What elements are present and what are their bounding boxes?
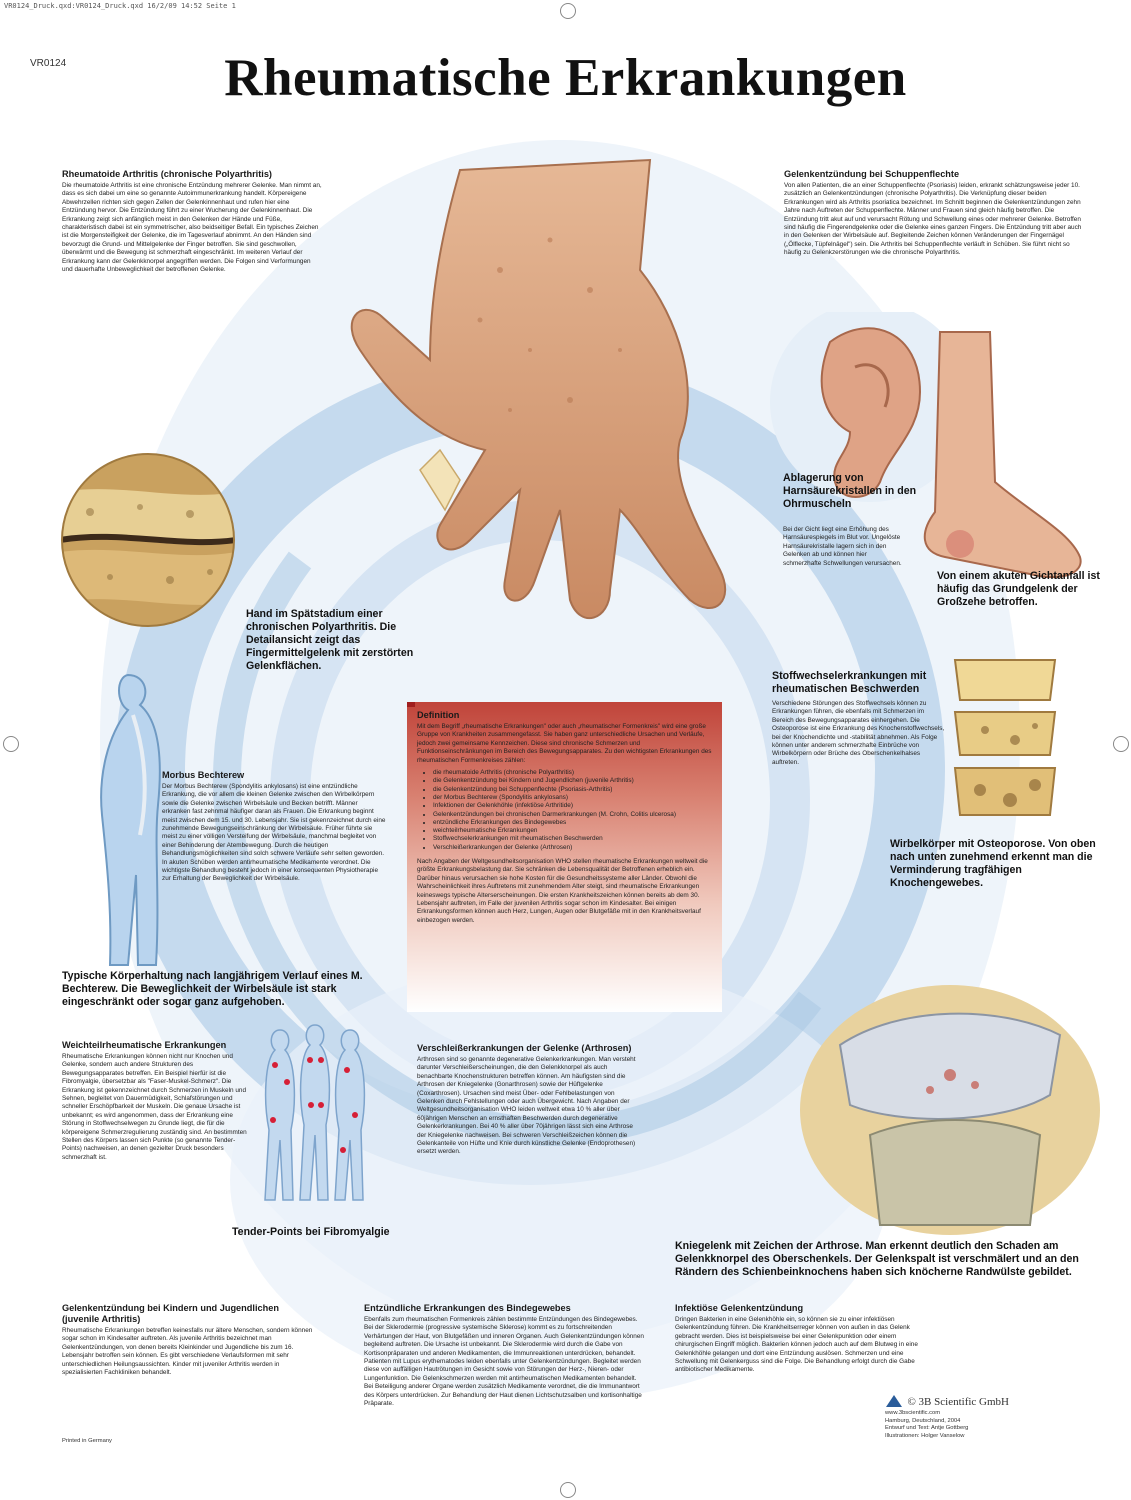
3b-logo-icon xyxy=(885,1394,903,1408)
section-body: Arthrosen sind so genannte degenerative Gelenkerkrankungen. Man versteht darunter Verschleißerscheinungen, die den Gelenkknorpel als auch benachbarte Knochenstrukturen betreffen können. Am häufigsten sind die Arthrosen der Kniegelenke (Gonarthrosen) sowie der Hüftgelenke (Coxarthrosen). Ursachen sind meist Über- oder Fehlbelastungen von Gelenken durch Fehlstellungen oder auch Übergewicht. Nach Angaben der Weltgesundheitsorganisation WHO leiden weltweit etwa 10 % aller über 60jährigen Menschen an ernsthaften Beschwerden durch degenerative Gelenkerkrankungen. Bei 40 % aller über 70jährigen lässt sich eine Arthrose der Kniegelenke nachweisen. Bei schweren Verschleißzeichen können die Gelenkanteile von Hüfte und Knie durch künstliche Gelenke (Endoprothesen) ersetzt werden. xyxy=(417,1056,636,1156)
list-item: • der Morbus Bechterew (Spondylitis ankylosans) xyxy=(433,794,712,802)
section-heading: Weichteilrheumatische Erkrankungen xyxy=(62,1040,227,1050)
footer-credits xyxy=(885,1410,1065,1440)
section-juvenile-arthritis xyxy=(62,1303,317,1377)
section-body: Der Morbus Bechterew (Spondylitis ankylosans) ist eine entzündliche Erkrankung, die vor allem die kleinen Gelenke zwischen den Wirbelkörpern sowie die Gelenke zwischen Wirbelsäule und Becken betrifft. Männer erkranken fast zehnmal häufiger daran als Frauen. Die Erkrankung beginnt meist zwischen dem 15. und 30. Lebensjahr. Sie ist gekennzeichnet durch eine zunehmende Bewegungseinschränkung der Wirbelsäule. Früher führte sie meist zu einer völligen Versteifung der Wirbelsäule, manchmal begleitet von einer Behinderung der Atembewegung. Durch die heutigen Behandlungsmöglichkeiten sind solch schwere Verläufe sehr selten geworden. In akuten Schüben werden antirheumatische Medikamente verordnet. Die wichtigste Behandlung besteht jedoch in einer konsequenten Physiotherapie zur Erhaltung der Beweglichkeit der Wirbelsäule. xyxy=(162,783,386,883)
section-heading: Morbus Bechterew xyxy=(162,770,245,780)
brand-name: © 3B Scientific GmbH xyxy=(907,1396,1009,1408)
section-morbus-bechterew xyxy=(162,770,387,884)
registration-mark xyxy=(1113,736,1129,752)
definition-list xyxy=(433,769,712,852)
list-item: • Infektionen der Gelenkhöhle (infektiöse Arthritide) xyxy=(433,802,712,810)
footer-line: Hamburg, Deutschland, 2004 xyxy=(885,1417,961,1424)
vertebrae-illustration xyxy=(935,650,1075,825)
section-heading: Verschleißerkrankungen der Gelenke (Arthrosen) xyxy=(417,1043,632,1053)
vertebra-caption: Wirbelkörper mit Osteoporose. Von oben nach unten zunehmend erkennt man die Verminderung tragfähigen Knochengewebes. xyxy=(890,838,1096,889)
registration-mark xyxy=(560,1482,576,1498)
list-item: • die Gelenkentzündung bei Schuppenflechte (Psoriasis-Arthritis) xyxy=(433,786,712,794)
ear-caption: Ablagerung von Harnsäurekristallen in den Ohrmuscheln xyxy=(783,472,917,510)
list-item: • Verschleißerkrankungen der Gelenke (Arthrosen) xyxy=(433,844,712,852)
section-connective-tissue xyxy=(364,1303,644,1408)
footer-line: Illustrationen: Holger Vanselow xyxy=(885,1432,965,1439)
section-heading: Rheumatoide Arthritis (chronische Polyarthritis) xyxy=(62,169,272,179)
gout-text: Bei der Gicht liegt eine Erhöhung des Harnsäurespiegels im Blut vor. Ungelöste Harnsäurekristalle lagern sich in den Gelenken ab und können hier schmerzhafte Schwellungen verursachen. xyxy=(783,526,902,567)
section-rheumatoid-arthritis xyxy=(62,169,322,274)
section-heading: Gelenkentzündung bei Kindern und Jugendlichen (juvenile Arthritis) xyxy=(62,1303,279,1324)
list-item: • Gelenkentzündungen bei chronischen Darmerkrankungen (M. Crohn, Colitis ulcerosa) xyxy=(433,811,712,819)
section-body: Von allen Patienten, die an einer Schuppenflechte (Psoriasis) leiden, erkrankt schätzungsweise jeder 10. zusätzlich an Gelenkentzündungen (chronische Polyarthritis). Die Verknüpfung dieser beiden Erkrankungen wird als Arthritis psoriatica bezeichnet. Im Schnitt beginnen die Gelenkentzündungen zehn Jahre nach Auftreten der Schuppenflechte. Männer und Frauen sind gleich häufig betroffen. Die Entzündung tritt akut auf und verursacht Rötung und Schwellung eines oder mehrerer Gelenke. Betroffen sind häufig die Fingerendgelenke oder die Gelenke eines ganzen Fingers. Die Entzündung tritt aber auch in den Gelenken der Wirbelsäule auf. Begleitende Zeichen können Veränderungen der Fingernägel („Ölflecke, Tüpfelnägel") sein. Die Arthritis bei Schuppenflechte verläuft in Schüben. Sie führt nicht so häufig zu Gelenkzerstörungen wie die chronische Polyarthritis. xyxy=(784,182,1082,257)
definition-marker xyxy=(407,702,415,707)
section-infectious-arthritis xyxy=(675,1303,935,1375)
footer-line: Entwurf und Text: Antje Gottberg xyxy=(885,1425,969,1431)
hand-illustration xyxy=(320,150,760,650)
page-title: Rheumatische Erkrankungen xyxy=(224,49,907,107)
section-body: Rheumatische Erkrankungen betreffen keinesfalls nur ältere Menschen, sondern können sogar schon im Kindesalter auftreten. Als juvenile Arthritis bezeichnet man Gelenkentzündungen, von denen bereits Kleinkinder und Jugendliche bis zum 16. Lebensjahr betroffen sein können. Es gibt verschiedene Verlaufsformen mit sehr unterschiedlichen Heilungsaussichten. Kinder mit juveniler Arthritis werden in spezialisierten Fachkliniken behandelt. xyxy=(62,1327,313,1377)
section-heading: Infektiöse Gelenkentzündung xyxy=(675,1303,804,1313)
section-body: Rheumatische Erkrankungen können nicht nur Knochen und Gelenke, sondern auch andere Strukturen des Bewegungsapparates betreffen. Ein Beispiel hierfür ist die Fibromyalgie, übersetzbar als "Faser-Muskel-Schmerz". Die Erkrankung ist gekennzeichnet durch Schmerzen in Muskeln und Sehnen, begleitet von Dauermüdigkeit, Schlafstörungen und schneller Erschöpfbarkeit der Muskeln. Die genaue Ursache ist unbekannt; es wird angenommen, dass der Erkrankung eine Störung in Stoffwechselwegen zu Grunde liegt, die für die körpereigene Schmerzregulierung zuständig sind. An bestimmten Stellen des Körpers lassen sich Punkte (so genannte Tender-Points) nachweisen, an denen gezielter Druck besonders schmerzhaft ist. xyxy=(62,1053,247,1161)
foot-caption: Von einem akuten Gichtanfall ist häufig das Grundgelenk der Großzehe betroffen. xyxy=(937,570,1100,608)
knee-caption: Kniegelenk mit Zeichen der Arthrose. Man erkennt deutlich den Schaden am Gelenkknorpel des Oberschenkels. Der Gelenkspalt ist verschmälert und an den Rändern des Schienbeinknochens haben sich knöcherne Randwülste gebildet. xyxy=(675,1240,1079,1278)
definition-intro: Mit dem Begriff „rheumatische Erkrankungen" oder auch „rheumatischer Formenkreis" wird eine große Gruppe von Krankheiten zusammengefasst. Sie haben ganz unterschiedliche Ursachen und Verläufe, jedoch zwei gemeinsame Kennzeichen. Diese sind chronische Schmerzen und Funktionseinschränkungen im Bereich des Bewegungsapparates. Zu den wichtigsten Erkrankungen des rheumatischen Formenkreises zählen: xyxy=(417,723,712,764)
definition-outro: Nach Angaben der Weltgesundheitsorganisation WHO stellen rheumatische Erkrankungen weltweit die größte Erkrankungsbelastung dar. Sie schränken die Lebensqualität der Betroffenen erheblich ein. Darüber hinaus verursachen sie hohe Kosten für die Gesundheitssysteme aller Länder. Obwohl die Wahrscheinlichkeit ihres Auftretens mit zunehmendem Alter steigt, sind rheumatische Erkrankungen keineswegs typische Alterserscheinungen. Die ersten Krankheitszeichen können bereits ab dem 30. Lebensjahr auftreten, im Falle der juvenilen Arthritis sogar schon im Kindesalter. Bei einigen Erkrankungsformen können auch Herz, Lungen, Augen oder Blutgefäße mit in den Krankheitsverlauf einbezogen werden. xyxy=(417,858,708,924)
tender-points-caption: Tender-Points bei Fibromyalgie xyxy=(232,1226,390,1238)
knee-joint-illustration xyxy=(800,985,1100,1235)
joint-detail-illustration xyxy=(60,452,236,628)
section-body: Ebenfalls zum rheumatischen Formenkreis zählen bestimmte Entzündungen des Bindegewebes. Bei der Sklerodermie (progressive systemische Sklerose) kommt es zu fortschreitenden Verhärtungen der Haut, von Blutgefäßen und inneren Organen. Auch Gelenkentzündungen können begleitend auftreten. Die Ursache ist unbekannt. Die Sklerodermie wird durch die Gabe von Kortisonpräparaten und anderen Medikamenten, die Immunreaktionen unterdrücken, behandelt. Patienten mit Lupus erythematodes leiden ebenfalls unter Gelenkentzündungen. Begleitet werden diese von auffälligen Hautrötungen im Gesicht sowie von Störungen der Herz-, Nieren- oder Lungenfunktion. Die Gelenkschmerzen werden mit antirheumatischen Medikamenten behandelt. Bei Beteiligung anderer Organe werden zusätzlich Medikamente verordnet, die die Immunantwort des Körpers unterdrücken. Zur Behandlung der Haut dienen Lichtschutzsalben und kortisonhaltige Präparate. xyxy=(364,1316,644,1408)
list-item: • entzündliche Erkrankungen des Bindegewebes xyxy=(433,819,712,827)
printed-note: Printed in Germany xyxy=(62,1438,112,1444)
section-body: Verschiedene Störungen des Stoffwechsels können zu Erkrankungen führen, die ebenfalls mit Schmerzen im Bereich des Bewegungsapparates einhergehen. Die Osteoporose ist eine Erkrankung des Knochenstoffwechsels, bei der Knochendichte und -stabilität abnehmen. Als Folge können unter anderem schmerzhafte Einbrüche von Wirbelkörpern oder Brüche des Oberschenkelhalses auftreten. xyxy=(772,700,945,766)
section-psoriasis-arthritis xyxy=(784,169,1084,258)
definition-box xyxy=(407,702,722,1012)
section-heading: Gelenkentzündung bei Schuppenflechte xyxy=(784,169,960,179)
section-soft-tissue-rheumatism xyxy=(62,1040,252,1162)
print-info: VR0124_Druck.qxd:VR0124_Druck.qxd 16/2/09 14:52 Seite 1 xyxy=(4,2,236,10)
product-code: VR0124 xyxy=(30,58,67,69)
section-body: Die rheumatoide Arthritis ist eine chronische Entzündung mehrerer Gelenke. Man nimmt an, dass es sich dabei um eine so genannte Autoimmunerkrankung handelt. Körpereigene Abwehrzellen richten sich gegen Zellen der Gelenkinnenhaut und rufen hier eine Entzündung hervor. Die Entzündung führt zu einer Wucherung der Gelenkinnenhaut. Die Erkrankung zeigt sich anfänglich meist in den Gelenken der Hände und Füße, charakteristisch dabei ist ein symmetrischer, also beidseitiger Befall. Ein typisches Zeichen ist die Morgensteifigkeit der Gelenke, die im Tagesverlauf abnimmt. An den Händen sind bevorzugt die Grund- und Mittelgelenke der Finger betroffen. Sie sind geschwollen, überwärmt und die Bewegung ist schmerzhaft eingeschränkt. Im weiteren Verlauf der Erkrankung kann der Gelenkknorpel angegriffen werden. Die Folgen sind Verformungen und dauerhafte Unbeweglichkeit der betroffenen Gelenke. xyxy=(62,182,322,274)
section-body: Dringen Bakterien in eine Gelenkhöhle ein, so können sie zu einer infektiösen Gelenkentzündung führen. Die Krankheitserreger können von außen in das Gelenk gebracht werden. Dies ist beispielsweise bei einer Gelenkpunktion oder einem chirurgischen Eingriff möglich. Bakterien können jedoch auch auf dem Blutweg in eine Gelenkhöhle gelangen und dort eine Entzündung auslösen. Schmerzen und eine Schwellung mit Gelenkerguss sind die Folge. Die Behandlung erfolgt durch die Gabe antibiotischer Medikamente. xyxy=(675,1316,918,1374)
definition-heading: Definition xyxy=(417,710,460,720)
fibromyalgia-figures-illustration xyxy=(255,1020,375,1210)
section-heading: Entzündliche Erkrankungen des Bindegewebes xyxy=(364,1303,571,1313)
brand-block xyxy=(885,1392,1009,1410)
list-item: • Stoffwechselerkrankungen mit rheumatischen Beschwerden xyxy=(433,835,712,843)
section-metabolic-diseases xyxy=(772,670,947,767)
list-item: • weichteilrheumatische Erkrankungen xyxy=(433,827,712,835)
section-arthrosis xyxy=(417,1043,642,1157)
list-item: • die rheumatoide Arthritis (chronische Polyarthritis) xyxy=(433,769,712,777)
registration-mark xyxy=(3,736,19,752)
registration-mark xyxy=(560,3,576,19)
bechterew-caption: Typische Körperhaltung nach langjährigem Verlauf eines M. Bechterew. Die Beweglichkeit der Wirbelsäule ist stark eingeschränkt oder sogar ganz aufgehoben. xyxy=(62,970,363,1008)
footer-line: www.3bscientific.com xyxy=(885,1410,941,1416)
list-item: • die Gelenkentzündung bei Kindern und Jugendlichen (juvenile Arthritis) xyxy=(433,777,712,785)
hand-caption: Hand im Spätstadium einer chronischen Polyarthritis. Die Detailansicht zeigt das Fingermittelgelenk mit zerstörten Gelenkflächen. xyxy=(246,608,414,672)
section-heading: Stoffwechselerkrankungen mit rheumatischen Beschwerden xyxy=(772,670,927,695)
